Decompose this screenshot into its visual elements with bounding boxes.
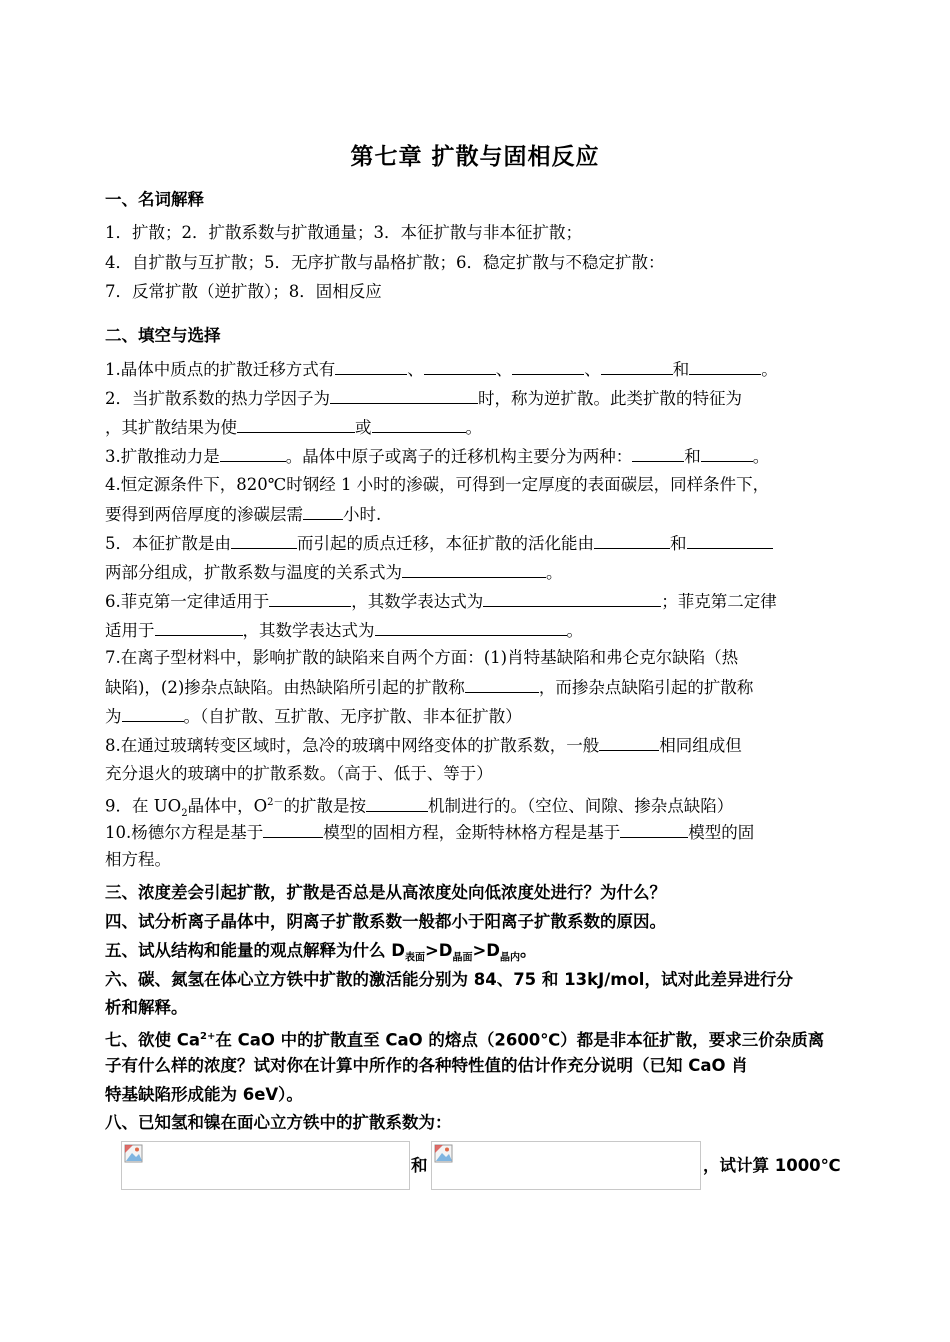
answer-blank <box>237 416 355 433</box>
subscript: 晶内 <box>500 952 521 964</box>
conjunction: 和 <box>670 534 687 553</box>
answer-blank <box>231 532 297 549</box>
fill-question-7-cont <box>105 676 850 699</box>
answer-blank <box>375 619 567 636</box>
answer-blank <box>269 590 351 607</box>
fill-question-2-cont <box>105 416 850 439</box>
section-heading-fill: 二、填空与选择 <box>105 326 221 345</box>
terms-line-1: 1．扩散；2．扩散系数与扩散通量；3．本征扩散与非本征扩散； <box>105 223 582 242</box>
question-text: ，其数学表达式为 <box>351 592 484 611</box>
separator: 、 <box>495 360 513 379</box>
question-text: 9．在 UO <box>105 796 182 816</box>
broken-image-icon <box>124 1144 144 1164</box>
question-text: 要得到两倍厚度的渗碳层需 <box>105 505 303 524</box>
question-text: ，而掺杂点缺陷引起的扩散称 <box>538 678 754 697</box>
fill-question-3 <box>105 445 850 468</box>
fill-question-10-cont: 相方程。 <box>105 850 171 869</box>
subscript: 2 <box>181 807 188 819</box>
question-text: 为 <box>105 707 122 726</box>
question-text: 2．当扩散系数的热力学因子为 <box>105 389 330 408</box>
answer-blank <box>465 676 539 693</box>
question-text: 8.在通过玻璃转变区域时，急冷的玻璃中网络变体的扩散系数，一般 <box>105 736 600 755</box>
question-8: 八、已知氢和镍在面心立方铁中的扩散系数为： <box>105 1113 452 1132</box>
question-text: 相同组成但 <box>659 736 742 755</box>
answer-blank <box>483 590 661 607</box>
answer-blank <box>122 705 184 722</box>
question-5 <box>105 940 850 969</box>
subscript: 晶面 <box>452 952 473 964</box>
broken-image-icon <box>434 1144 454 1164</box>
fill-question-4: 4.恒定源条件下，820℃时钢经 1 小时的渗碳，可得到一定厚度的表面碳层，同样条件下， <box>105 475 770 494</box>
conjunction: 或 <box>355 418 372 437</box>
question-text: 的扩散是按 <box>283 796 366 816</box>
question-text: 五、试从结构和能量的观点解释为什么 D <box>105 941 405 960</box>
fill-question-6 <box>105 590 850 613</box>
question-text: 小时. <box>343 505 382 524</box>
answer-blank <box>402 561 546 578</box>
answer-blank <box>263 821 323 838</box>
answer-blank <box>701 445 753 462</box>
question-text: ；菲克第二定律 <box>661 592 777 611</box>
question-4: 四、试分析离子晶体中，阴离子扩散系数一般都小于阳离子扩散系数的原因。 <box>105 912 666 931</box>
question-text: 6.菲克第一定律适用于 <box>105 592 270 611</box>
superscript: 2+ <box>200 1031 216 1042</box>
fill-question-4-cont <box>105 503 850 526</box>
question-8-tail: ，试计算 1000℃ <box>703 1156 841 1175</box>
answer-blank <box>687 532 773 549</box>
punctuation: 。 <box>752 447 770 466</box>
answer-blank <box>366 795 428 812</box>
question-text: ，其扩散结果为使 <box>105 418 237 437</box>
question-text: 10.杨德尔方程是基于 <box>105 823 264 842</box>
fill-question-10 <box>105 821 850 844</box>
punctuation: 。 <box>566 621 583 640</box>
answer-blank <box>155 619 243 636</box>
question-text: 缺陷)，(2)掺杂点缺陷。由热缺陷所引起的扩散称 <box>105 678 465 697</box>
fill-question-5 <box>105 532 850 555</box>
answer-blank <box>601 358 673 375</box>
fill-question-9 <box>105 792 850 825</box>
punctuation: 。 <box>546 563 563 582</box>
question-3: 三、浓度差会引起扩散，扩散是否总是从高浓度处向低浓度处进行？为什么？ <box>105 883 666 902</box>
superscript: 2－ <box>267 797 284 808</box>
formula-image-hydrogen <box>121 1141 410 1190</box>
question-text: 晶体中，O <box>187 796 268 816</box>
question-text: 机制进行的。（空位、间隙、掺杂点缺陷） <box>427 796 734 816</box>
question-text: 1.晶体中质点的扩散迁移方式有 <box>105 360 336 379</box>
punctuation: 。 <box>520 941 537 960</box>
question-7-cont: 子有什么样的浓度？试对你在计算中所作的各种特性值的估计作充分说明（已知 CaO 肖 <box>105 1056 748 1075</box>
conjunction: 和 <box>672 360 690 379</box>
section-heading-terms: 一、名词解释 <box>105 190 204 209</box>
question-6: 六、碳、氮氢在体心立方铁中扩散的激活能分别为 84、75 和 13kJ/mol，试对此差异进行分 <box>105 970 793 989</box>
question-text: >D <box>472 941 501 960</box>
question-text: 七、欲使 Ca <box>105 1030 200 1050</box>
question-text: 模型的固相方程，金斯特林格方程是基于 <box>323 823 621 842</box>
fill-question-1 <box>105 358 850 381</box>
fill-question-2 <box>105 387 850 410</box>
question-text: 5．本征扩散是由 <box>105 534 231 553</box>
question-text: 3.扩散推动力是 <box>105 447 220 466</box>
answer-blank <box>512 358 584 375</box>
chapter-title: 第七章 扩散与固相反应 <box>350 144 600 170</box>
fill-question-8-cont: 充分退火的玻璃中的扩散系数。（高于、低于、等于） <box>105 764 493 783</box>
question-7-cont2: 特基缺陷形成能为 6eV）。 <box>105 1085 303 1104</box>
answer-blank <box>594 532 670 549</box>
answer-blank <box>632 445 684 462</box>
question-7 <box>105 1026 850 1052</box>
subscript: 表面 <box>404 952 425 964</box>
answer-blank <box>424 358 496 375</box>
fill-question-5-cont <box>105 561 850 584</box>
question-text: 时，称为逆扩散。此类扩散的特征为 <box>478 389 742 408</box>
question-text: 两部分组成，扩散系数与温度的关系式为 <box>105 563 402 582</box>
question-text: ，其数学表达式为 <box>242 621 375 640</box>
separator: 、 <box>407 360 424 379</box>
formula-image-nickel <box>431 1141 701 1190</box>
answer-blank <box>689 358 761 375</box>
answer-blank <box>303 503 343 520</box>
punctuation: 。 <box>761 360 778 379</box>
terms-line-2: 4．自扩散与互扩散；5．无序扩散与晶格扩散；6．稳定扩散与不稳定扩散： <box>105 253 665 272</box>
and-label: 和 <box>411 1156 428 1175</box>
question-6-cont: 析和解释。 <box>105 998 188 1017</box>
answer-blank <box>220 445 286 462</box>
answer-blank <box>335 358 407 375</box>
punctuation: 。 <box>465 418 482 437</box>
question-text: >D <box>424 941 453 960</box>
question-text: 而引起的质点迁移，本征扩散的活化能由 <box>297 534 594 553</box>
answer-blank <box>372 416 466 433</box>
answer-blank <box>330 387 478 404</box>
separator: 、 <box>584 360 601 379</box>
fill-question-6-cont <box>105 619 850 642</box>
question-text: 在 CaO 中的扩散直至 CaO 的熔点（2600℃）都是非本征扩散，要求三价杂质离 <box>215 1030 825 1050</box>
question-text: 。（自扩散、互扩散、无序扩散、非本征扩散） <box>183 707 522 726</box>
question-text: 。晶体中原子或离子的迁移机构主要分为两种： <box>285 447 633 466</box>
conjunction: 和 <box>684 447 701 466</box>
terms-line-3: 7．反常扩散（逆扩散）；8．固相反应 <box>105 282 382 301</box>
answer-blank <box>599 734 659 751</box>
question-text: 适用于 <box>105 621 155 640</box>
answer-blank <box>620 821 688 838</box>
question-text: 模型的固 <box>688 823 755 842</box>
fill-question-8 <box>105 734 850 757</box>
fill-question-7: 7.在离子型材料中，影响扩散的缺陷来自两个方面：(1)肖特基缺陷和弗仑克尔缺陷（热 <box>105 648 739 667</box>
fill-question-7-cont2 <box>105 705 850 728</box>
